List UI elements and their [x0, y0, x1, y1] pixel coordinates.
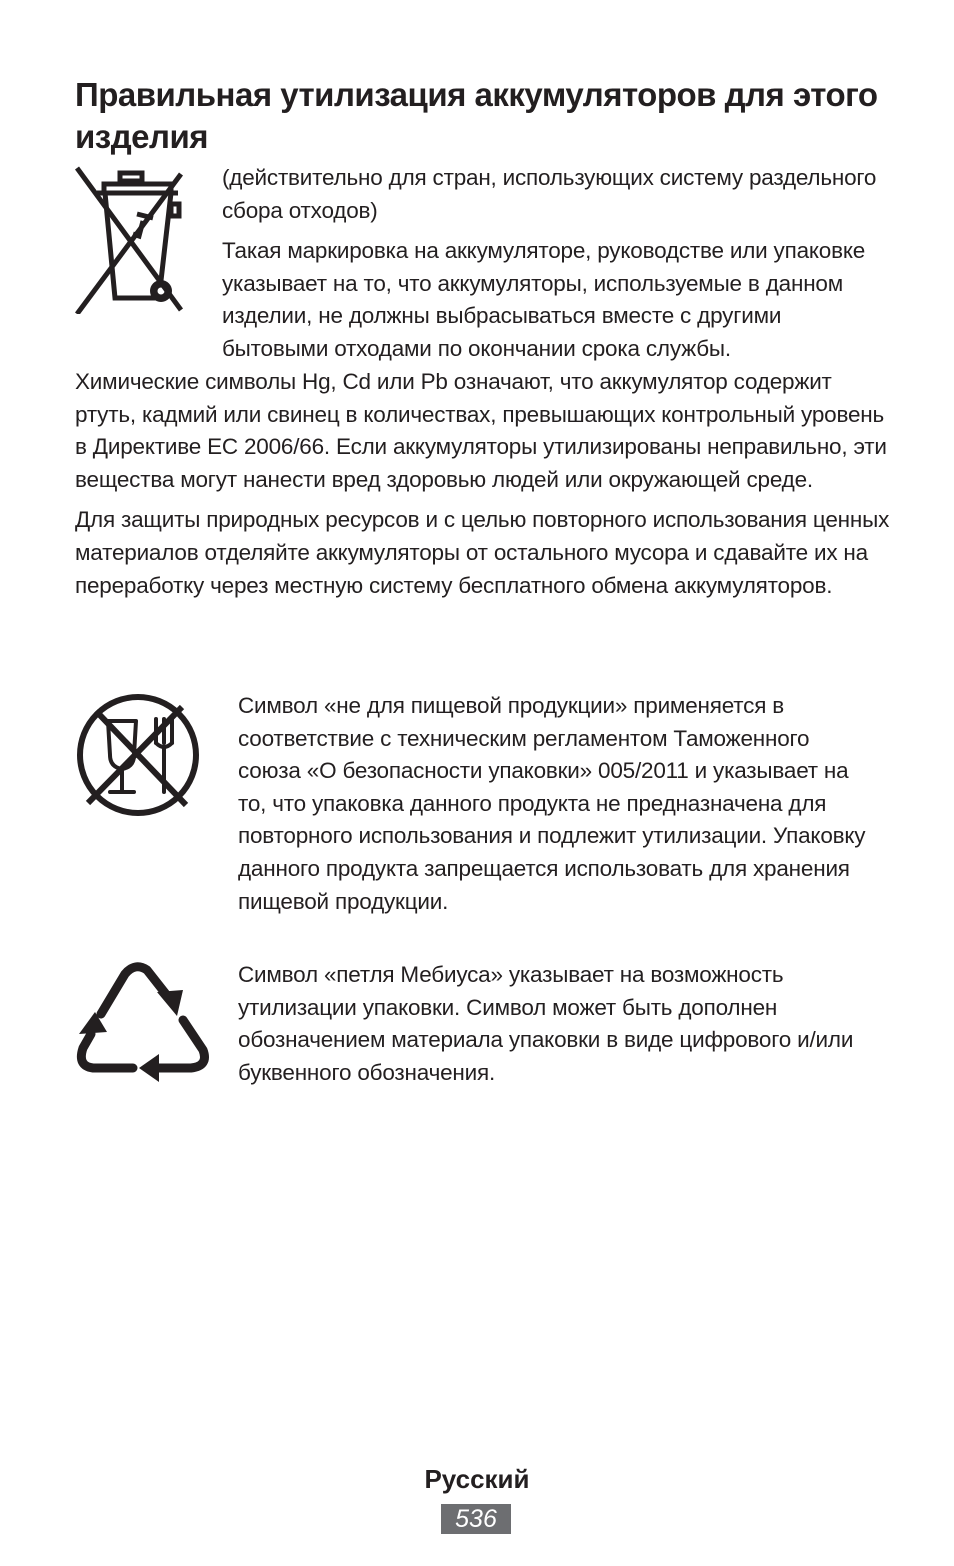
page-title: Правильная утилизация аккумуляторов для этого изделия — [75, 76, 878, 155]
crossed-out-wheelie-bin-icon — [75, 166, 185, 314]
food-symbol-description — [238, 690, 878, 918]
page-number: 536 — [441, 1504, 511, 1534]
footer-language: Русский — [424, 1464, 530, 1494]
battery-para-2: Химические символы Hg, Cd или Pb означают, что аккумулятор содержит ртуть, кадмий или свинец в количествах, превышающих контрольный уровень в Директиве ЕС 2006/66. Если аккумуляторы утилизированы неправильно, эти вещества могут нанести вред здоровью людей или окружающей среде. — [75, 369, 887, 492]
not-for-food-icon — [74, 693, 204, 817]
battery-note: (действительно для стран, использующих систему раздельного сбора отходов) — [222, 165, 877, 223]
battery-details — [75, 366, 895, 602]
recycle-symbol-description — [238, 959, 878, 1089]
battery-para-1: Такая маркировка на аккумуляторе, руководстве или упаковке указывает на то, что аккумуляторы, используемые в данном изделии, не должны выбрасываться вместе с другими бытовыми отходами по окончании срока службы. — [222, 238, 866, 361]
food-text: Символ «не для пищевой продукции» применяется в соответствие с техническим регламентом Таможенного союза «О безопасности упаковки» 005/2011 и указывает на то, что упаковка данного продукта не предназначена для повторного использования и подлежит утилизации. Упаковку данного продукта запрещается использовать для хранения пищевой продукции. — [238, 693, 866, 914]
recycle-text: Символ «петля Мебиуса» указывает на возможность утилизации упаковки. Символ может быть дополнен обозначением материала упаковки в виде цифрового и/или буквенного обозначения. — [238, 962, 854, 1085]
battery-para-3: Для защиты природных ресурсов и с целью повторного использования ценных материалов отделяйте аккумуляторы от остального мусора и сдавайте их на переработку через местную систему бесплатного обмена аккумуляторов. — [75, 507, 890, 598]
mobius-loop-icon — [73, 962, 211, 1084]
battery-intro — [222, 162, 892, 366]
